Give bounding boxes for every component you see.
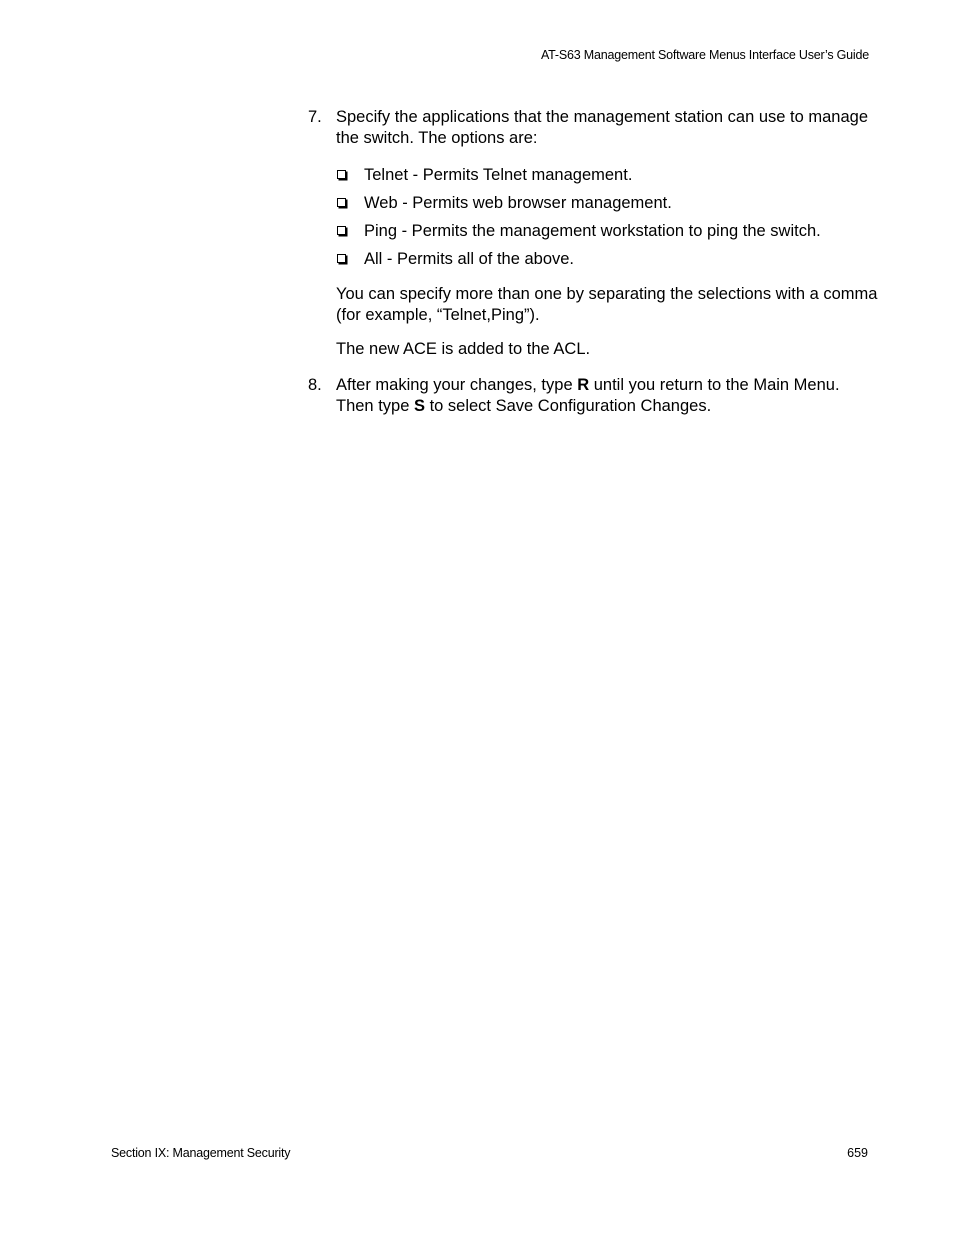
page-body — [308, 107, 878, 417]
option-ping — [336, 221, 878, 242]
step-text — [336, 375, 878, 417]
option-text: Telnet - Permits Telnet management. — [364, 166, 633, 184]
option-text: Ping - Permits the management workstation to ping the switch. — [364, 222, 821, 240]
key-r: R — [577, 376, 590, 394]
option-all — [336, 249, 878, 270]
key-s: S — [413, 397, 425, 415]
option-telnet — [336, 165, 878, 186]
option-web — [336, 193, 878, 214]
option-text: Web - Permits web browser management. — [364, 194, 672, 212]
step-text-part: until you return to the Main Menu. Then type — [336, 376, 840, 415]
step-text-part: After making your changes, type — [336, 376, 578, 394]
step-8 — [308, 375, 878, 417]
note-paragraph: You can specify more than one by separating the selections with a comma (for example, “Telnet,Ping”). — [336, 285, 878, 324]
checkbox-icon — [337, 170, 346, 179]
checkbox-icon — [337, 198, 346, 207]
result-paragraph: The new ACE is added to the ACL. — [336, 340, 591, 358]
page-number: 659 — [847, 1146, 868, 1160]
footer-section: Section IX: Management Security — [111, 1146, 291, 1160]
step-number: 8. — [308, 376, 322, 394]
checkbox-icon — [337, 226, 346, 235]
step-text-part: to select Save Configuration Changes. — [424, 397, 712, 415]
checkbox-icon — [337, 254, 346, 263]
page-header: AT-S63 Management Software Menus Interface User’s Guide — [540, 48, 869, 62]
step-7 — [308, 107, 878, 360]
option-text: All - Permits all of the above. — [364, 250, 575, 268]
step-text: Specify the applications that the management station can use to manage the switch. The options are: — [336, 108, 869, 147]
options-list — [336, 165, 878, 270]
step-number: 7. — [308, 108, 322, 126]
